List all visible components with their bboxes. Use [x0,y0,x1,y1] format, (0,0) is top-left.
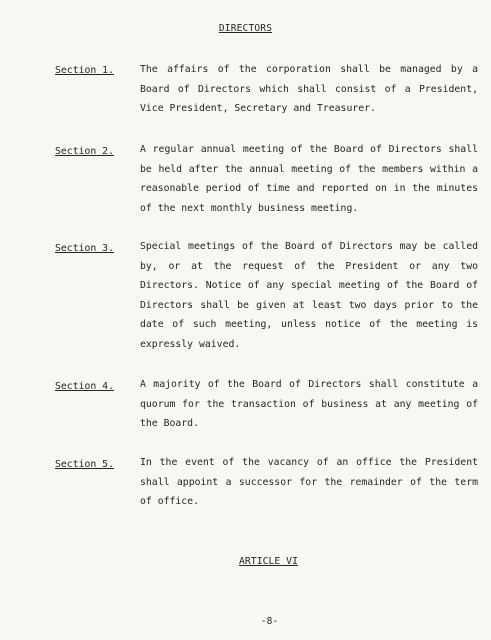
section-1-label: Section 1. [55,65,114,76]
article-heading: ARTICLE VI [239,556,298,567]
section-3-text: Special meetings of the Board of Directors may be called by, or at the request of the President or any two Directors. Notice of any special meeting of the Board of Directors shall be given at least two days prior to the date of such meeting, unless notice of the meeting is expressly waived. [140,241,478,350]
section-2-text: A regular annual meeting of the Board of Directors shall be held after the annual meeting of the members within a reasonable period of time and reported on in the minutes of the next monthly business meeting. [140,144,478,214]
section-4-label: Section 4. [55,381,114,392]
section-5-text: In the event of the vacancy of an office the President shall appoint a successor for the remainder of the term of office. [140,457,478,508]
section-2-label: Section 2. [55,146,114,157]
section-1-text: The affairs of the corporation shall be managed by a Board of Directors which shall consist of a President, Vice President, Secretary and Treasurer. [140,64,478,115]
section-5-label: Section 5. [55,459,114,470]
page-number: -8- [260,616,279,627]
section-3-label: Section 3. [55,243,114,254]
section-heading: DIRECTORS [218,23,273,34]
section-4-text: A majority of the Board of Directors shall constitute a quorum for the transaction of business at any meeting of the Board. [140,379,478,430]
